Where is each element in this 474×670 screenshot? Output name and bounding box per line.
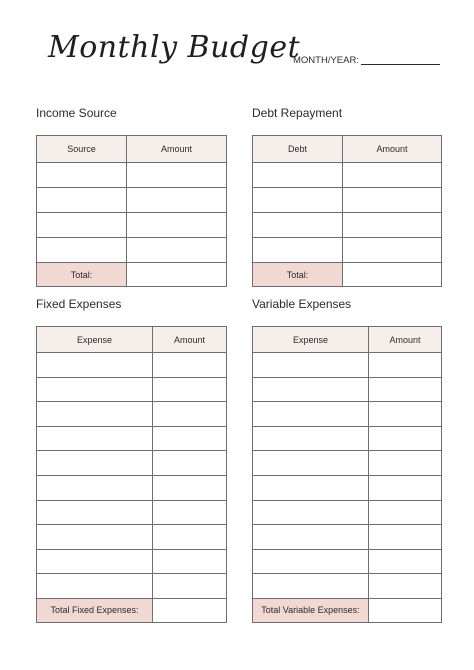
table-cell[interactable]	[369, 475, 442, 500]
table-cell[interactable]	[253, 213, 343, 238]
table-row	[253, 426, 442, 451]
table-row	[37, 163, 227, 188]
debt-amount-header: Amount	[343, 136, 442, 163]
table-cell[interactable]	[153, 353, 227, 378]
table-row	[253, 377, 442, 402]
debt-section-title: Debt Repayment	[252, 106, 343, 120]
table-row	[37, 574, 227, 599]
table-cell[interactable]	[253, 451, 369, 476]
table-cell[interactable]	[153, 549, 227, 574]
table-cell[interactable]	[369, 574, 442, 599]
table-row	[37, 549, 227, 574]
table-cell[interactable]	[369, 377, 442, 402]
table-row	[253, 451, 442, 476]
fixed-section-title: Fixed Expenses	[36, 297, 122, 311]
table-row	[253, 353, 442, 378]
table-cell[interactable]	[153, 574, 227, 599]
table-row	[253, 238, 442, 263]
table-row	[37, 402, 227, 427]
fixed-amount-header: Amount	[153, 327, 227, 353]
month-year-label: MONTH/YEAR:	[293, 55, 359, 66]
table-cell[interactable]	[369, 549, 442, 574]
table-row	[37, 475, 227, 500]
table-row	[253, 475, 442, 500]
table-cell[interactable]	[253, 238, 343, 263]
table-cell[interactable]	[37, 549, 153, 574]
month-year-field[interactable]	[361, 64, 440, 65]
income-table	[36, 135, 227, 287]
table-cell[interactable]	[343, 238, 442, 263]
table-row	[253, 402, 442, 427]
table-cell[interactable]	[37, 525, 153, 550]
table-cell[interactable]	[253, 163, 343, 188]
fixed-total-value[interactable]	[153, 598, 227, 622]
table-row	[253, 525, 442, 550]
table-cell[interactable]	[37, 377, 153, 402]
table-cell[interactable]	[343, 213, 442, 238]
table-cell[interactable]	[253, 574, 369, 599]
table-row	[37, 353, 227, 378]
table-cell[interactable]	[153, 525, 227, 550]
table-cell[interactable]	[37, 353, 153, 378]
table-row	[37, 377, 227, 402]
table-cell[interactable]	[127, 188, 227, 213]
table-cell[interactable]	[153, 475, 227, 500]
table-cell[interactable]	[37, 475, 153, 500]
variable-total-label: Total Variable Expenses:	[253, 598, 369, 622]
table-cell[interactable]	[153, 426, 227, 451]
table-cell[interactable]	[153, 500, 227, 525]
table-row	[253, 213, 442, 238]
table-row	[37, 500, 227, 525]
table-cell[interactable]	[37, 163, 127, 188]
debt-name-header: Debt	[253, 136, 343, 163]
table-cell[interactable]	[153, 451, 227, 476]
table-cell[interactable]	[37, 402, 153, 427]
table-cell[interactable]	[253, 500, 369, 525]
table-row	[37, 525, 227, 550]
debt-table	[252, 135, 442, 287]
fixed-expense-header: Expense	[37, 327, 153, 353]
table-cell[interactable]	[343, 163, 442, 188]
table-row	[37, 426, 227, 451]
table-cell[interactable]	[37, 451, 153, 476]
variable-expense-header: Expense	[253, 327, 369, 353]
table-cell[interactable]	[253, 353, 369, 378]
table-cell[interactable]	[37, 238, 127, 263]
table-row	[37, 188, 227, 213]
table-cell[interactable]	[127, 238, 227, 263]
table-row	[253, 500, 442, 525]
table-cell[interactable]	[153, 377, 227, 402]
table-cell[interactable]	[369, 402, 442, 427]
table-cell[interactable]	[253, 402, 369, 427]
table-cell[interactable]	[127, 213, 227, 238]
table-cell[interactable]	[37, 213, 127, 238]
table-cell[interactable]	[369, 426, 442, 451]
table-row	[253, 163, 442, 188]
table-cell[interactable]	[369, 500, 442, 525]
page-title: Monthly Budget	[48, 30, 301, 65]
table-cell[interactable]	[153, 402, 227, 427]
table-cell[interactable]	[253, 475, 369, 500]
fixed-total-label: Total Fixed Expenses:	[37, 598, 153, 622]
table-row	[253, 549, 442, 574]
table-cell[interactable]	[343, 188, 442, 213]
variable-expenses-table	[252, 326, 442, 623]
fixed-expenses-table	[36, 326, 227, 623]
table-cell[interactable]	[253, 549, 369, 574]
table-cell[interactable]	[253, 525, 369, 550]
income-total-label: Total:	[37, 263, 127, 287]
table-cell[interactable]	[37, 188, 127, 213]
variable-total-value[interactable]	[369, 598, 442, 622]
table-cell[interactable]	[369, 451, 442, 476]
variable-amount-header: Amount	[369, 327, 442, 353]
income-amount-header: Amount	[127, 136, 227, 163]
table-cell[interactable]	[253, 188, 343, 213]
table-cell[interactable]	[369, 353, 442, 378]
table-cell[interactable]	[253, 377, 369, 402]
table-cell[interactable]	[253, 426, 369, 451]
debt-total-value[interactable]	[343, 263, 442, 287]
table-cell[interactable]	[37, 574, 153, 599]
income-source-header: Source	[37, 136, 127, 163]
table-cell[interactable]	[369, 525, 442, 550]
table-cell[interactable]	[127, 163, 227, 188]
table-row	[37, 451, 227, 476]
table-row	[37, 238, 227, 263]
income-total-value[interactable]	[127, 263, 227, 287]
table-row	[253, 188, 442, 213]
variable-section-title: Variable Expenses	[252, 297, 352, 311]
debt-total-label: Total:	[253, 263, 343, 287]
table-row	[253, 574, 442, 599]
income-section-title: Income Source	[36, 106, 117, 120]
table-cell[interactable]	[37, 426, 153, 451]
table-cell[interactable]	[37, 500, 153, 525]
table-row	[37, 213, 227, 238]
